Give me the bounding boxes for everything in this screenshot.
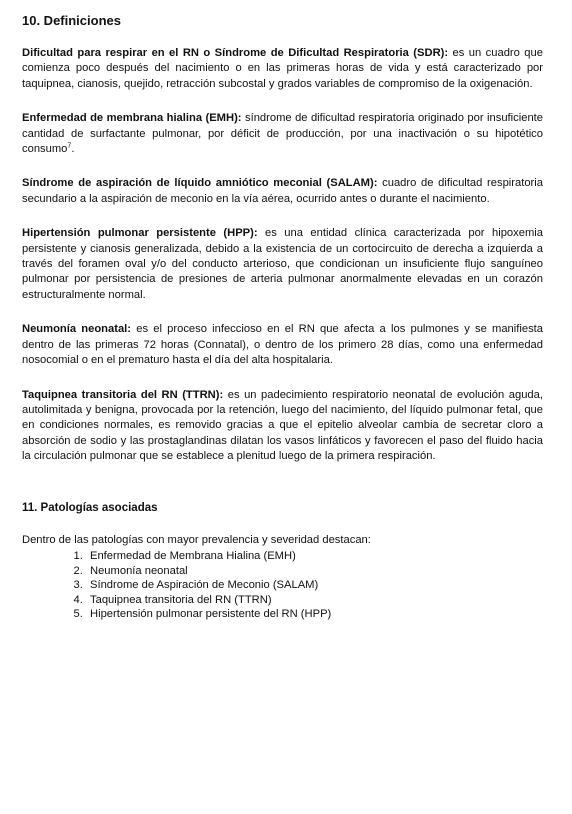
pathology-list — [22, 549, 543, 622]
list-item: 3. Síndrome de Aspiración de Meconio (SALAM) — [86, 578, 543, 593]
definition-term: Enfermedad de membrana hialina (EMH): — [22, 112, 242, 125]
definition-ttrn — [22, 388, 543, 465]
definition-term: Hipertensión pulmonar persistente (HPP): — [22, 227, 258, 240]
section-title-definiciones: 10. Definiciones — [22, 13, 121, 28]
definition-text: cuadro de dificultad respiratoria secundario a la aspiración de meconio en la vía aérea, ocurrido antes o durante el nacimiento. — [22, 177, 543, 205]
definition-neumonia — [22, 322, 543, 368]
definition-salam — [22, 176, 543, 207]
list-item: 5. Hipertensión pulmonar persistente del RN (HPP) — [86, 607, 543, 622]
definition-text: síndrome de dificultad respiratoria originado por insuficiente cantidad de surfactante pulmonar, por déficit de producción, por una inactivación o su hipotético consumo — [22, 112, 544, 156]
definition-tail: . — [71, 143, 75, 156]
list-item: 1. Enfermedad de Membrana Hialina (EMH) — [86, 549, 543, 564]
list-item: 2. Neumonía neonatal — [86, 564, 543, 579]
definition-hpp — [22, 226, 543, 303]
definition-sdr — [22, 46, 543, 92]
document-page — [22, 12, 543, 622]
definition-emh — [22, 111, 543, 157]
definition-term: Dificultad para respirar en el RN o Síndrome de Dificultad Respiratoria (SDR): — [22, 47, 449, 59]
section-intro: Dentro de las patologías con mayor prevalencia y severidad destacan: — [22, 533, 371, 546]
definition-text: es un cuadro que comienza poco después del nacimiento o en las primeras horas de vida y está caracterizado por taquipnea, cianosis, quejido, retracción subcostal y grados variables de compromiso de la oxigenación. — [22, 47, 543, 90]
reference-marker: 7 — [67, 142, 72, 150]
section-title-patologias: 11. Patologías asociadas — [22, 501, 158, 514]
definition-term: Neumonía neonatal: — [22, 323, 132, 336]
definition-text: es una entidad clínica caracterizada por hipoxemia persistente y cianosis generalizada, debido a la existencia de un cortocircuito de derecha a izquierda a través del foramen oval y/o del conducto arterioso, que condicionan un insuficiente flujo sanguíneo pulmonar por persistencia de presiones de arteria pulmonar anormalmente elevadas en un corazón estructuralmente normal. — [22, 227, 543, 301]
definition-text: es el proceso infeccioso en el RN que afecta a los pulmones y se manifiesta dentro de las primeras 72 horas (Connatal), o dentro de los primero 28 días, como una enfermedad nosocomial o en el prematuro hasta el día del alta hospitalaria. — [22, 323, 543, 367]
list-item: 4. Taquipnea transitoria del RN (TTRN) — [86, 593, 543, 608]
definition-term: Síndrome de aspiración de líquido amniótico meconial (SALAM): — [22, 177, 378, 190]
definition-text: es un padecimiento respiratorio neonatal de evolución aguda, autolimitada y benigna, provocada por la retención, luego del nacimiento, del líquido pulmonar fetal, que en condiciones normales, es removido gracias a que el epitelio alveolar cambia de secretar cloro a absorción de sodio y las prostaglandinas dilatan los vasos linfáticos y favorecen el paso del fluido hacia la circulación pulmonar que se establece a plenitud luego de la primera respiración. — [22, 388, 543, 463]
definition-term: Taquipnea transitoria del RN (TTRN): — [22, 388, 224, 401]
